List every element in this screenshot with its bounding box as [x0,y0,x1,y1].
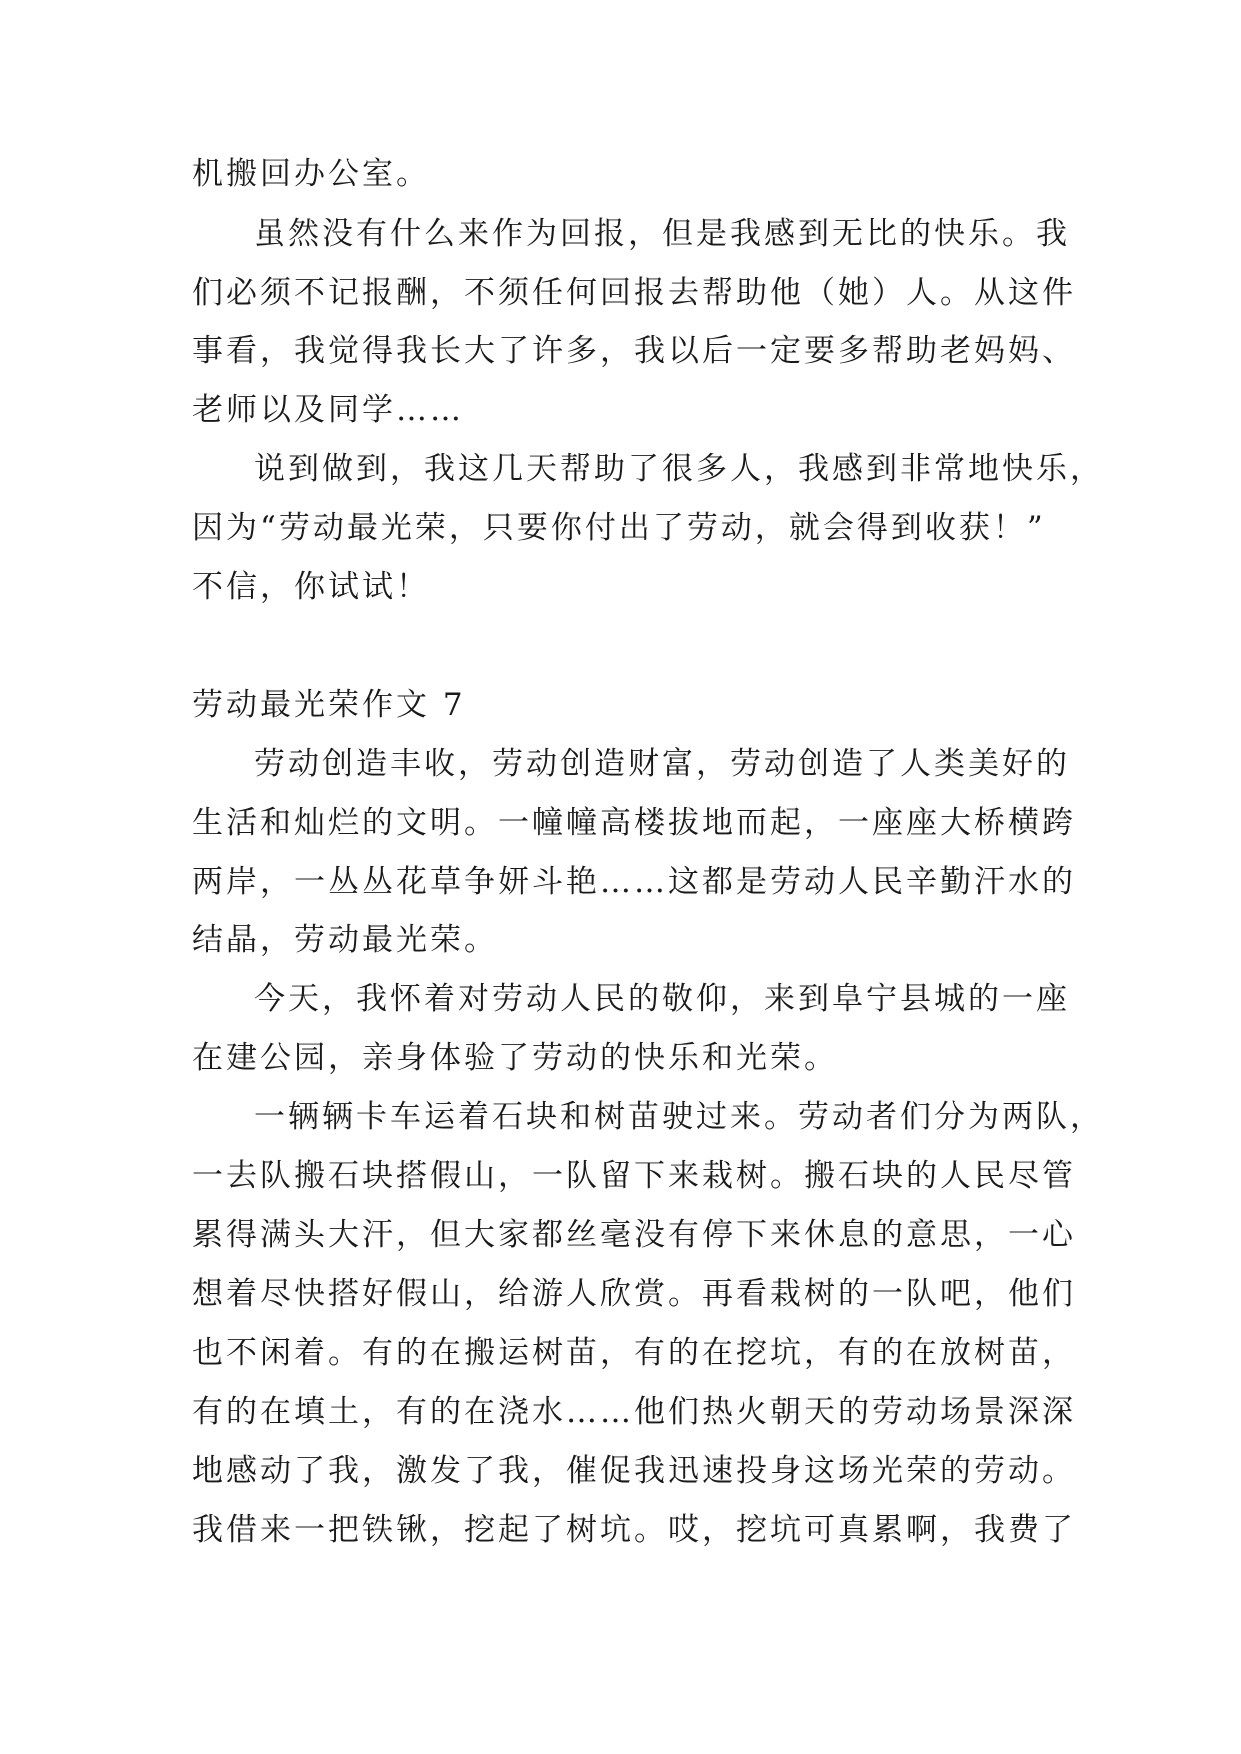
text-line: 累得满头大汗，但大家都丝毫没有停下来休息的意思，一心 [192,1217,1076,1253]
text-line: 生活和灿烂的文明。一幢幢高楼拔地而起，一座座大桥横跨 [192,805,1076,841]
paragraph-first-line: 今天，我怀着对劳动人民的敬仰，来到阜宁县城的一座 [254,981,1070,1017]
section-heading: 劳动最光荣作文 7 [192,687,466,723]
paragraph-first-line: 虽然没有什么来作为回报，但是我感到无比的快乐。我 [254,216,1070,252]
text-line: 我借来一把铁锹，挖起了树坑。哎，挖坑可真累啊，我费了 [192,1512,1076,1548]
text-line: 也不闲着。有的在搬运树苗，有的在挖坑，有的在放树苗， [192,1335,1076,1371]
text-line: 地感动了我，激发了我，催促我迅速投身这场光荣的劳动。 [192,1453,1076,1489]
text-line: 不信，你试试！ [192,569,430,605]
text-line: 有的在填土，有的在浇水……他们热火朝天的劳动场景深深 [192,1394,1076,1430]
text-line: 结晶，劳动最光荣。 [192,922,498,958]
paragraph-first-line: 说到做到，我这几天帮助了很多人，我感到非常地快乐， [254,451,1104,487]
text-line: 一去队搬石块搭假山，一队留下来栽树。搬石块的人民尽管 [192,1158,1076,1194]
paragraph-first-line: 一辆辆卡车运着石块和树苗驶过来。劳动者们分为两队， [254,1099,1104,1135]
text-line: 两岸，一丛丛花草争妍斗艳……这都是劳动人民辛勤汗水的 [192,864,1076,900]
text-line: 因为“劳动最光荣，只要你付出了劳动，就会得到收获！” [192,510,1046,546]
text-line: 老师以及同学…… [192,392,464,428]
text-line: 们必须不记报酬，不须任何回报去帮助他（她）人。从这件 [192,275,1076,311]
paragraph-first-line: 劳动创造丰收，劳动创造财富，劳动创造了人类美好的 [254,746,1070,782]
text-line: 想着尽快搭好假山，给游人欣赏。再看栽树的一队吧，他们 [192,1276,1076,1312]
text-line: 机搬回办公室。 [192,156,430,192]
text-line: 事看，我觉得我长大了许多，我以后一定要多帮助老妈妈、 [192,333,1076,369]
text-line: 在建公园，亲身体验了劳动的快乐和光荣。 [192,1040,838,1076]
